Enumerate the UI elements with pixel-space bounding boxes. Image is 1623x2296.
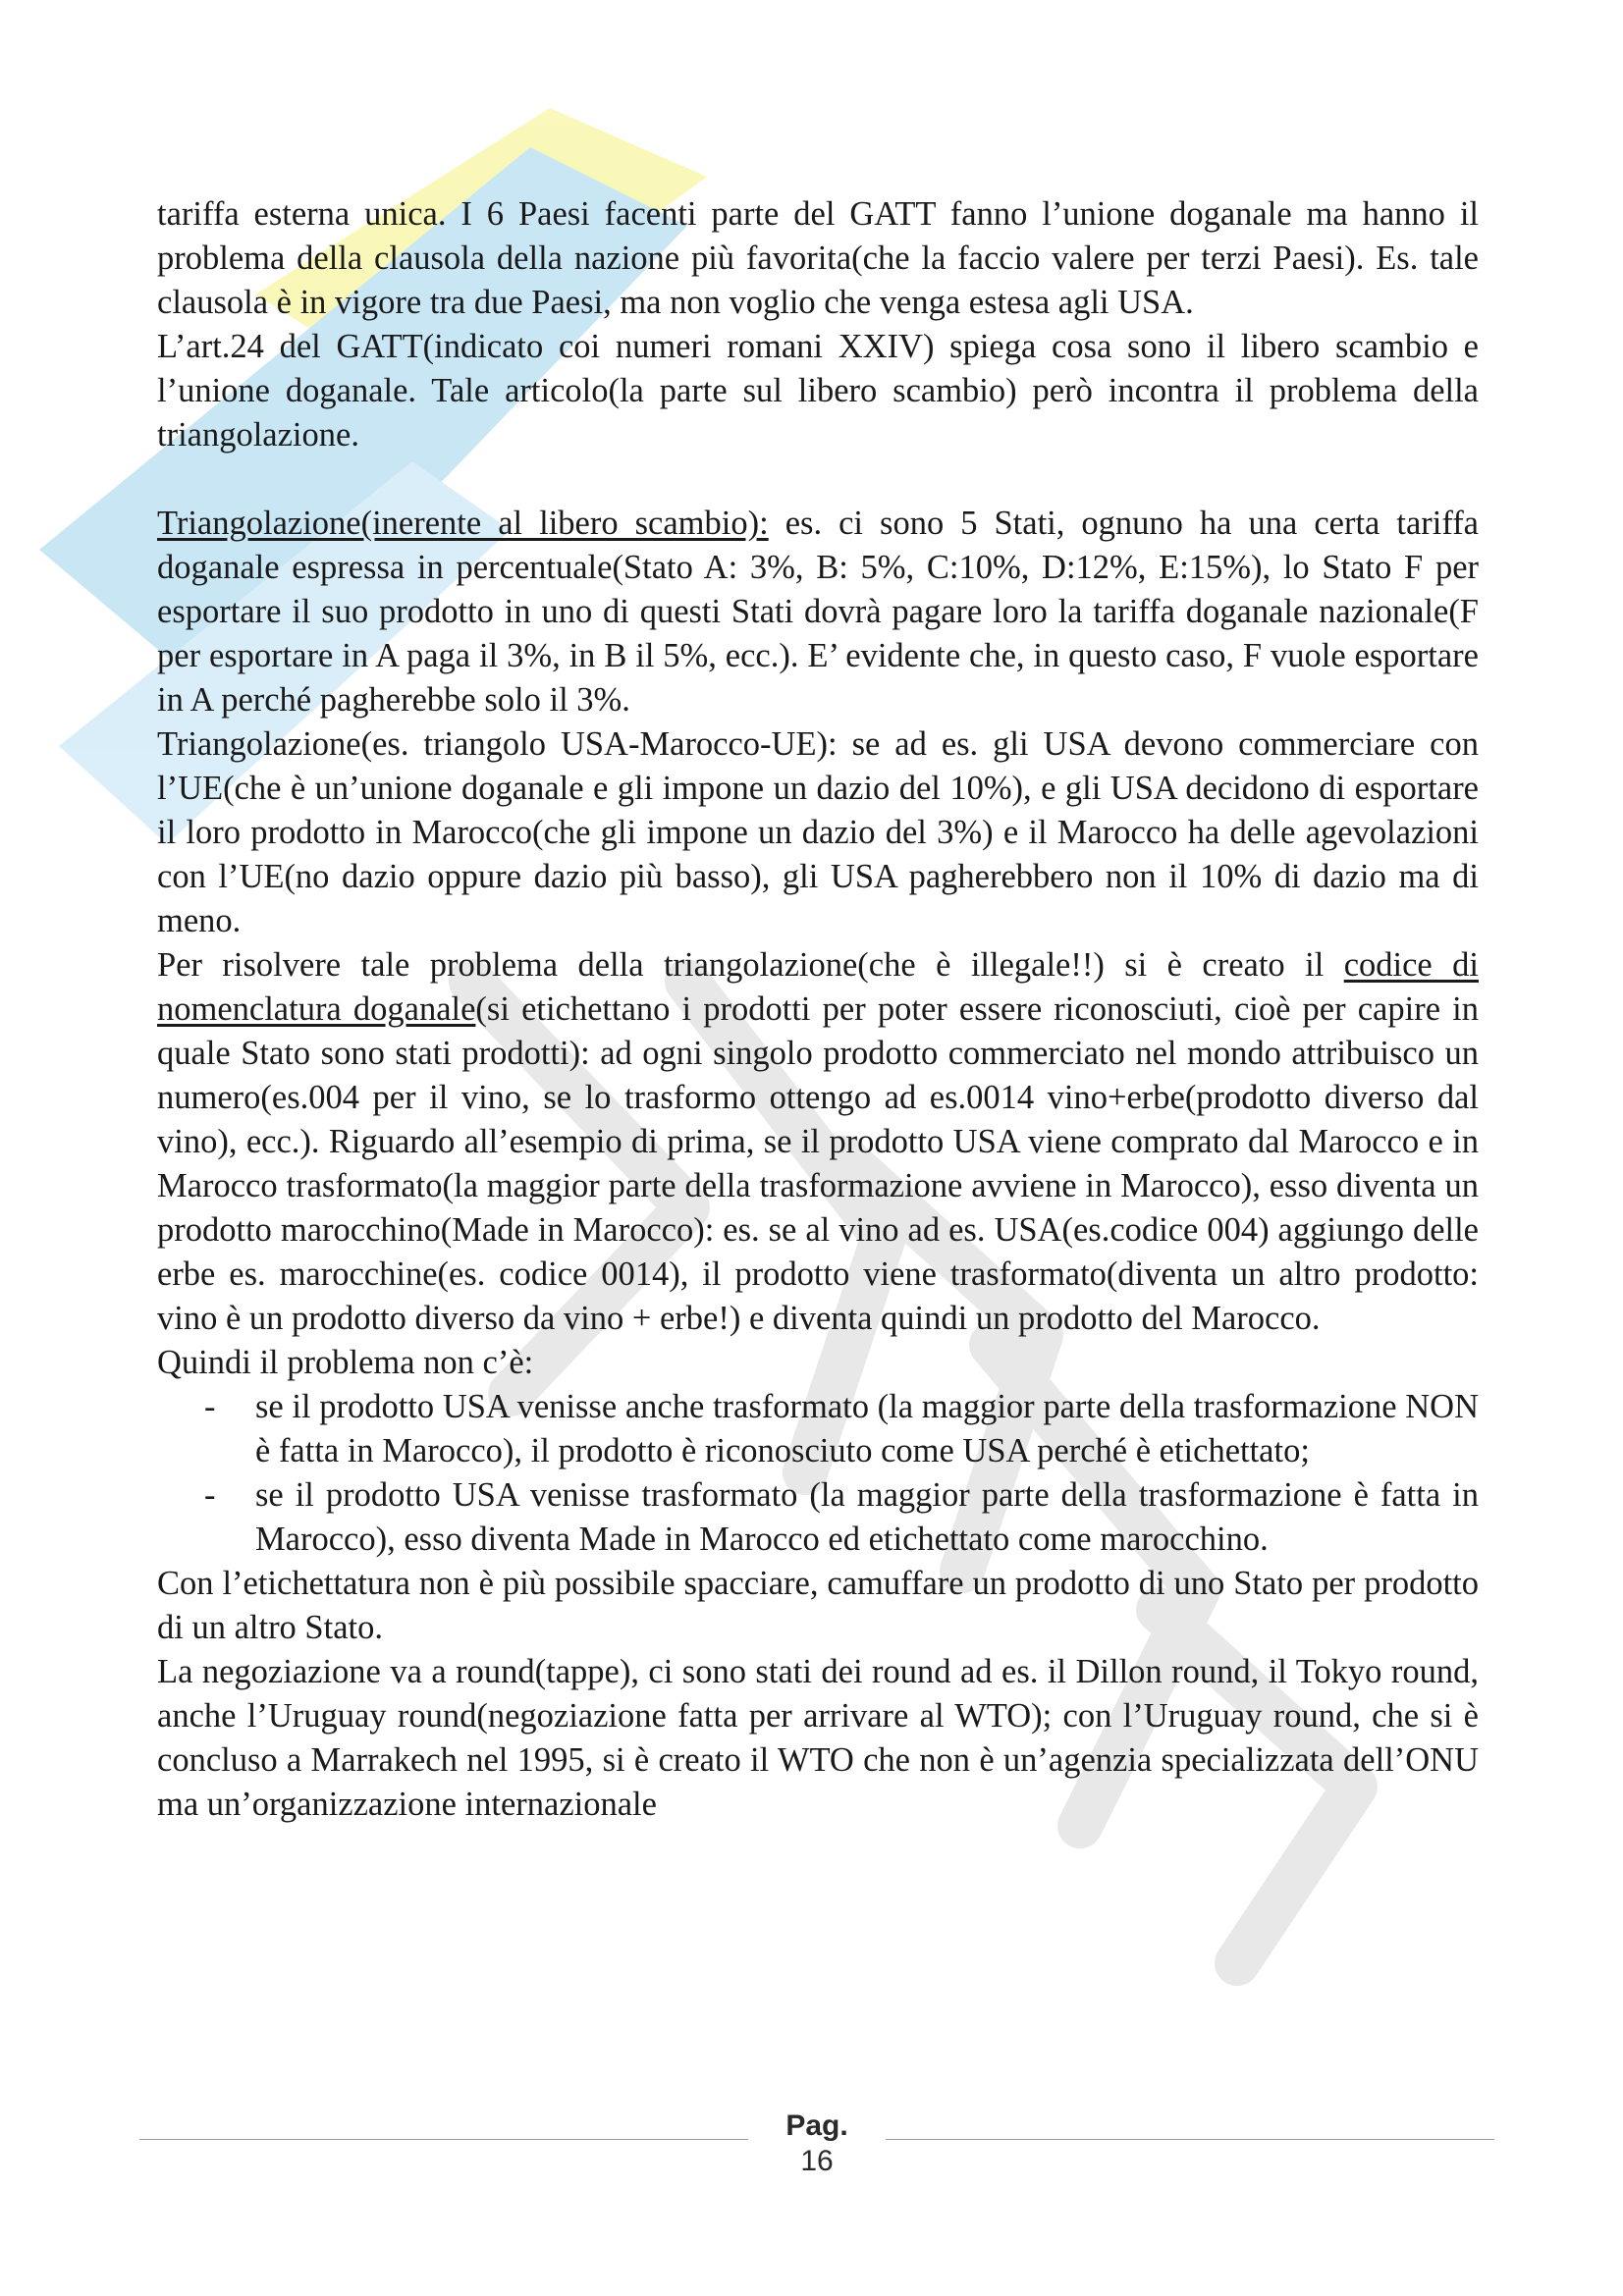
footer-rule-right	[886, 2139, 1494, 2140]
dash-list	[157, 1385, 1479, 1562]
paragraph-etichettatura: Con l’etichettatura non è più possibile spacciare, camuffare un prodotto di uno Stato per prodotto di un altro Stato.	[157, 1565, 1479, 1646]
triangolazione-text: es. ci sono 5 Stati, ognuno ha una certa tariffa doganale espressa in percentuale(Stato A: 3%, B: 5%, C:10%, D:12%, E:15%), lo Stato F per esportare il suo prodotto in uno di questi Stati dovrà pagare loro la tariffa doganale nazionale(F per esportare in A paga il 3%, in B il 5%, ecc.). E’ evidente che, in questo caso, F vuole esportare in A perché pagherebbe solo il 3%.	[157, 505, 1479, 719]
paragraph-spacer	[157, 457, 1479, 502]
paragraph-triangolazione-libero-scambio	[157, 502, 1479, 722]
page-footer	[139, 2109, 1494, 2177]
paragraph-negoziazione-round: La negoziazione va a round(tappe), ci sono stati dei round ad es. il Dillon round, il Tokyo round, anche l’Uruguay round(negoziazione fatta per arrivare al WTO); con l’Uruguay round, che si è concluso a Marrakech nel 1995, si è creato il WTO che non è un’agenzia specializzata dell’ONU ma un’organizzazione internazionale	[157, 1653, 1479, 1823]
list-item-text: se il prodotto USA venisse anche trasformato (la maggior parte della trasformazione NON è fatta in Marocco), il prodotto è riconosciuto come USA perché è etichettato;	[255, 1388, 1479, 1469]
paragraph-art-24-gatt: L’art.24 del GATT(indicato coi numeri romani XXIV) spiega cosa sono il libero scambio e l’unione doganale. Tale articolo(la parte sul libero scambio) però incontra il problema della triangolazione.	[157, 328, 1479, 454]
dash-bullet-icon: -	[204, 1388, 216, 1425]
paragraph-quindi-problema: Quindi il problema non c’è:	[157, 1344, 534, 1381]
page-number-label: Pag.	[785, 2109, 848, 2142]
list-item-text: se il prodotto USA venisse trasformato (la maggior parte della trasformazione è fatta in Marocco), esso diventa Made in Marocco ed etichettato come marocchino.	[255, 1476, 1479, 1558]
paragraph-codice-nomenclatura	[157, 943, 1479, 1341]
page-number	[748, 2109, 886, 2179]
triangolazione-heading: Triangolazione(inerente al libero scambio):	[157, 505, 769, 542]
paragraph-tariffa-esterna: tariffa esterna unica. I 6 Paesi facenti parte del GATT fanno l’unione doganale ma hanno il problema della clausola della nazione più favorita(che la faccio valere per terzi Paesi). Es. tale clausola è in vigore tra due Paesi, ma non voglio che venga estesa agli USA.	[157, 195, 1479, 321]
codice-nomenclatura-term: codice di nomenclatura doganale	[157, 946, 1480, 1028]
page-number-value: 16	[800, 2145, 834, 2177]
list-item	[157, 1385, 1479, 1473]
footer-rule-left	[139, 2139, 748, 2140]
dash-bullet-icon: -	[204, 1476, 216, 1514]
paragraph-triangolo-usa-marocco-ue: Triangolazione(es. triangolo USA-Marocco-UE): se ad es. gli USA devono commerciare con l’UE(che è un’unione doganale e gli impone un dazio del 10%), e gli USA decidono di esportare il loro prodotto in Marocco(che gli impone un dazio del 3%) e il Marocco ha delle agevolazioni con l’UE(no dazio oppure dazio più basso), gli USA pagherebbero non il 10% di dazio ma di meno.	[157, 725, 1479, 939]
codice-explanation-text: (si etichettano i prodotti per poter essere riconosciuti, cioè per capire in quale Stato sono stati prodotti): ad ogni singolo prodotto commerciato nel mondo attribuisco un numero(es.004 per il vino, se lo trasformo ottengo ad es.0014 vino+erbe(prodotto diverso dal vino), ecc.). Riguardo all’esempio di prima, se il prodotto USA viene comprato dal Marocco e in Marocco trasformato(la maggior parte della trasformazione avviene in Marocco), esso diventa un prodotto marocchino(Made in Marocco): es. se al vino ad es. USA(es.codice 004) aggiungo delle erbe es. marocchine(es. codice 0014), il prodotto viene trasformato(diventa un altro prodotto: vino è un prodotto diverso da vino + erbe!) e diventa quindi un prodotto del Marocco.	[157, 990, 1479, 1337]
codice-intro-text: Per risolvere tale problema della triangolazione(che è illegale!!) si è creato il	[157, 946, 1344, 984]
document-body	[157, 192, 1479, 1827]
list-item	[157, 1473, 1479, 1562]
